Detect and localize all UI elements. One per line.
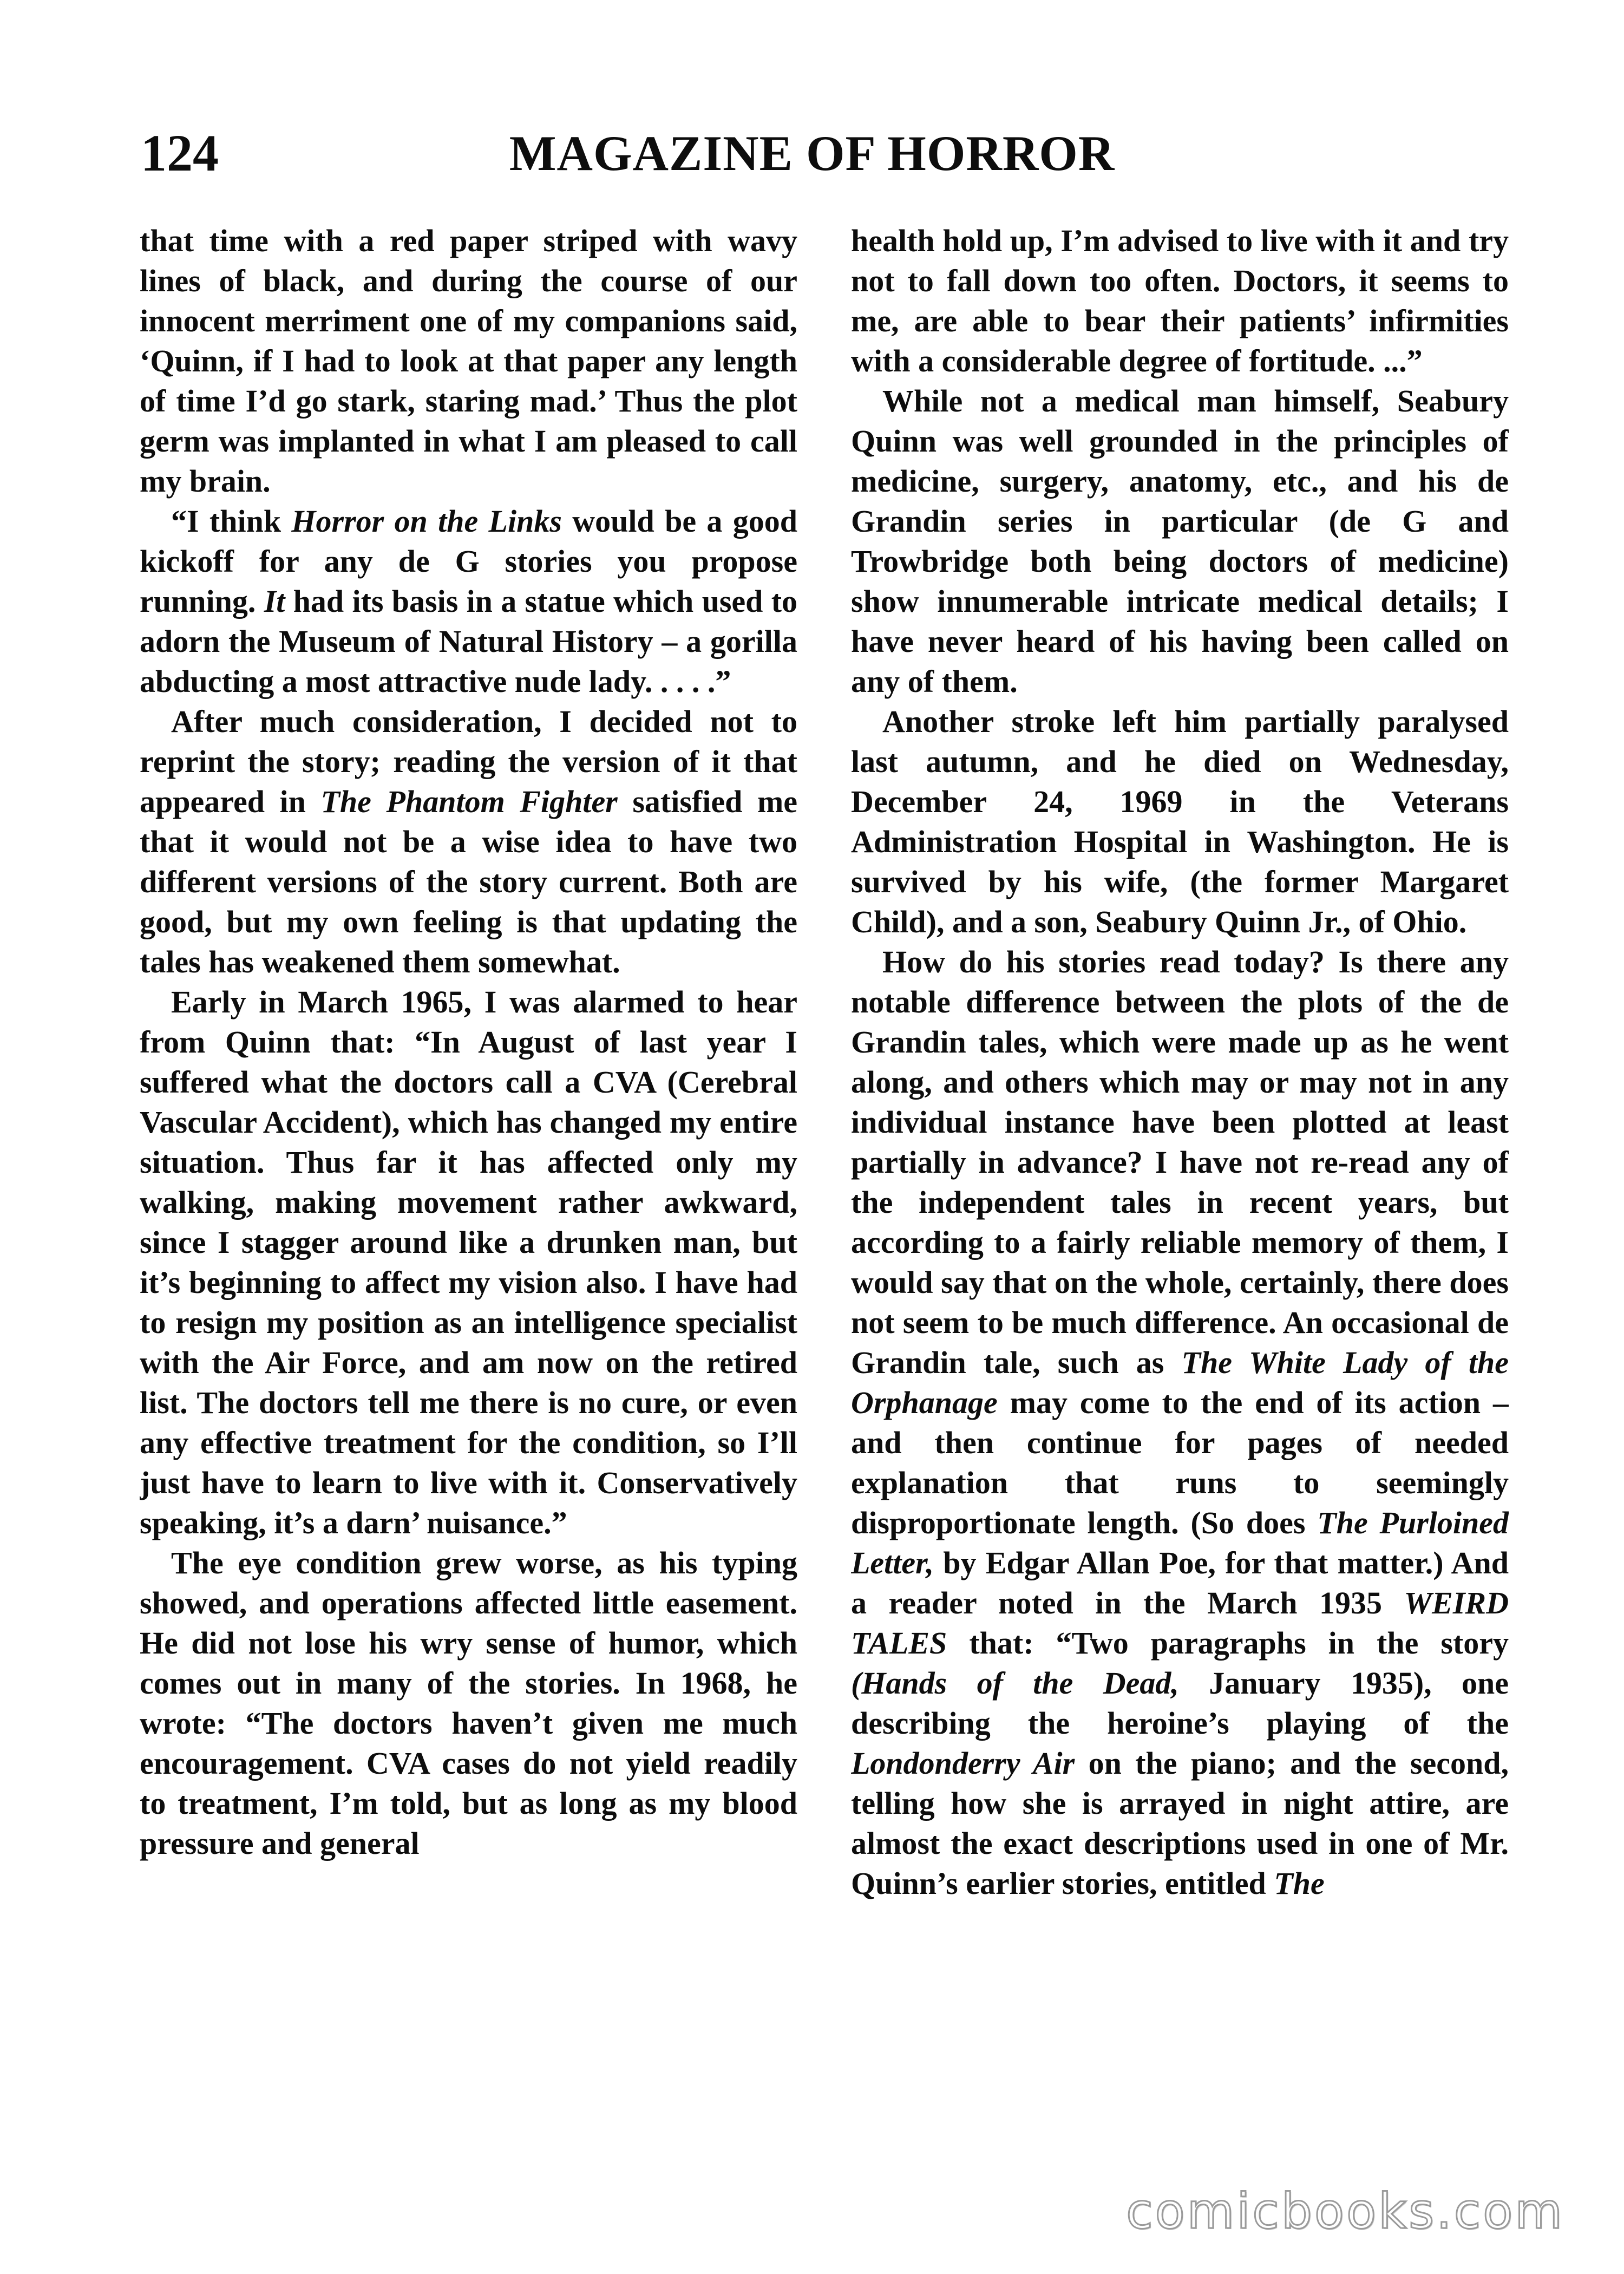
body-paragraph: Early in March 1965, I was alarmed to hear from Quinn that: “In August of last year I suffered what the doctors call a CVA (Cerebral Vascular Accident), which has changed my entire situation. Thus far it has affected only my walking, making movement rather awkward, since I stagger around like a drunken man, but it’s beginning to affect my vision also. I have had to resign my position as an intelligence specialist with the Air Force, and am now on the retired list. The doctors tell me there is no cure, or even any effective treatment for the condition, so I’ll just have to learn to live with it. Conservatively speaking, it’s a darn’ nuisance.” (140, 984, 797, 1540)
body-paragraph: health hold up, I’m advised to live with it and try not to fall down too often. Doctors, it seems to me, are able to bear their patients’ infirmities with a considerable degree of fortitude. ...” (851, 223, 1509, 378)
watermark: comicbooks.com (1126, 2183, 1564, 2240)
body-paragraph: After much consideration, I decided not to reprint the story; reading the version of it that appeared in The Phantom Fighter satisfied me that it would not be a wise idea to have two different versions of the story current. Both are good, but my own feeling is that updating the tales has weakened them somewhat. (140, 704, 797, 979)
body-paragraph: While not a medical man himself, Seabury Quinn was well grounded in the principles of medicine, surgery, anatomy, etc., and his de Grandin series in particular (de G and Trowbridge both being doctors of medicine) show innumerable intricate medical details; I have never heard of his having been called on any of them. (851, 383, 1509, 699)
body-paragraph: “I think Horror on the Links would be a good kickoff for any de G stories you propose running. It had its basis in a statue which used to adorn the Museum of Natural History – a gorilla abducting a most attractive nude lady. . . . .” (140, 504, 797, 699)
left-text-column (140, 221, 797, 2138)
body-paragraph: How do his stories read today? Is there any notable difference between the plots of the de Grandin tales, which were made up as he went along, and others which may or may not in any individual instance have been plotted at least partially in advance? I have not re-read any of the independent tales in recent years, but according to a fairly reliable memory of them, I would say that on the whole, certainly, there does not seem to be much difference. An occasional de Grandin tale, such as The White Lady of the Orphanage may come to the end of its action – and then continue for pages of needed explanation that runs to seemingly disproportionate length. (So does The Purloined Letter, by Edgar Allan Poe, for that matter.) And a reader noted in the March 1935 WEIRD TALES that: “Two paragraphs in the story (Hands of the Dead, January 1935), one describing the heroine’s playing of the Londonderry Air on the piano; and the second, telling how she is arrayed in night attire, are almost the exact descriptions used in one of Mr. Quinn’s earlier stories, entitled The (851, 944, 1509, 1901)
body-paragraph: The eye condition grew worse, as his typing showed, and operations affected little easement. He did not lose his wry sense of humor, which comes out in many of the stories. In 1968, he wrote: “The doctors haven’t given me much encouragement. CVA cases do not yield readily to treatment, I’m told, but as long as my blood pressure and general (140, 1545, 797, 1861)
right-text-column (851, 221, 1509, 2138)
body-paragraph: that time with a red paper striped with wavy lines of black, and during the course of our innocent merriment one of my companions said, ‘Quinn, if I had to look at that paper any length of time I’d go stark, staring mad.’ Thus the plot germ was implanted in what I am pleased to call my brain. (140, 223, 797, 499)
body-paragraph: Another stroke left him partially paralysed last autumn, and he died on Wednesday, December 24, 1969 in the Veterans Administration Hospital in Washington. He is survived by his wife, (the former Margaret Child), and a son, Seabury Quinn Jr., of Ohio. (851, 704, 1509, 939)
page-number: 124 (141, 124, 219, 182)
running-title: MAGAZINE OF HORROR (509, 126, 1115, 181)
page-header (135, 123, 1489, 188)
